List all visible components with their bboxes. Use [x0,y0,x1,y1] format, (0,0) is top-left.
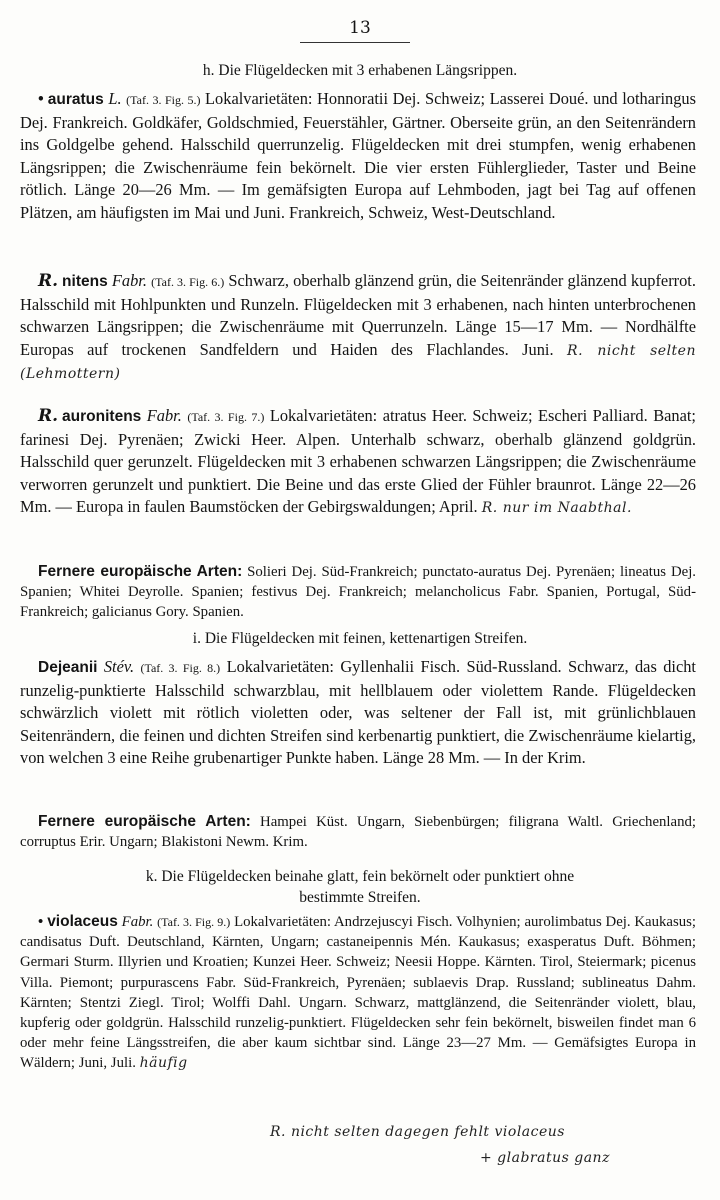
handwritten-mark: R. [38,406,59,426]
section-heading-h: h. Die Flügeldecken mit 3 erhabenen Längsrippen. [202,62,518,79]
handwritten-mark: R. [38,271,59,291]
plate-reference: (Taf. 3. Fig. 8.) [140,661,221,675]
entry-violaceus [20,912,696,1074]
handwritten-note-bottom-2: + glabratus ganz [480,1150,610,1166]
entry-text: Lokalvarietäten: Gyllenhalii Fisch. Süd-Russland. Schwarz, das dicht runzelig-punktierte Halsschild schwarzblau, mit hellblauem oder violettem Rande. Flügeldecken schwärzlich violett mit rötlich violetten oder, was seltener der Fall ist, mit grünlichblauen Seitenrändern, die feinen und dichten Streifen sind kerbenartig punktiert, die Zwischenräume kielartig, von welchen 3 eine Reihe grubenartiger Punkte haben. Länge 28 Mm. — In der Krim. [20,657,696,768]
species-author: Fabr. [111,271,147,290]
species-author: Fabr. [146,406,182,425]
species-author: Stév. [103,657,135,676]
handwritten-note-bottom: R. nicht selten dagegen fehlt violaceus [270,1124,565,1140]
entry-auratus [20,88,696,225]
further-species-h [20,562,696,623]
entry-text: Schwarz, oberhalb glänzend grün, die Seitenränder glänzend kupferrot. Halsschild mit Hohlpunkten und Runzeln. Flügeldecken mit 3 erhabenen, nach hinten unterbrochenen schwarzen Längsrippen; die Zwischenräume mit Querrunzeln. Länge 15—17 Mm. — Nordhälfte Europas auf trockenen Sandfeldern und Haiden des Flachlandes. Juni. [20,271,696,359]
handwritten-note: R. nur im Naabthal. [481,500,632,517]
page-number-rule [300,42,410,43]
further-species-label: Fernere europäische Arten: [38,813,251,830]
page-number: 13 [349,18,371,38]
entry-text: Lokalvarietäten: Honnoratii Dej. Schweiz; Lasserei Doué. und lotharingus Dej. Frankreich. Goldkäfer, Goldschmied, Feuerstähler, Gärtner. Oberseite grün, an den Seitenrändern ins Goldgelbe gehend. Halsschild querrunzelig. Flügeldecken mit drei stumpfen, wenig erhabenen Längsrippen; die Zwischenräume fein bekörnelt. Die vier ersten Fühlerglieder, Taster und Beine rötlich. Länge 20—26 Mm. — Im gemäfsigten Europa auf Lehmboden, jagt bei Tag auf offenen Plätzen, am häufigsten im Mai und Juni. Frankreich, Schweiz, West-Deutschland. [20,89,696,222]
entry-auronitens [20,405,696,520]
species-name: auratus [47,91,104,108]
species-name: violaceus [47,913,118,930]
plate-reference: (Taf. 3. Fig. 9.) [157,915,231,929]
handwritten-note: R. nicht selten (Lehmottern) [20,342,696,383]
plate-reference: (Taf. 3. Fig. 6.) [151,275,225,289]
plate-reference: (Taf. 3. Fig. 7.) [187,410,265,424]
bullet-mark: • [38,914,44,930]
entry-text: Lokalvarietäten: Andrzejuscyi Fisch. Volhynien; aurolimbatus Dej. Kaukasus; candisatus Duft. Deutschland, Kärnten, Ungarn; castaneipennis Mén. Kaukasus; exasperatus Duft. Böhmen; Germari Sturm. Illyrien und Kroatien; Kunzei Heer. Schweiz; Neesii Hoppe. Kärnten. Tirol, Steiermark; picenus Villa. Piemont; purpurascens Fabr. Süd-Frankreich, Pyrenäen; sublaevis Drap. Russland; sublineatus Dahm. Kärnten; Stentzi Ziegl. Tirol; Wolffi Dahl. Ungarn. Schwarz, mattglänzend, die Seitenränder violett, blau, kupferig oder goldgrün. Halsschild runzelig-punktiert. Flügeldecken sehr fein bekörnelt, bisweilen findet man 6 oder mehr feine Längsstreifen, die aber kaum sichtbar sind. Länge 23—27 Mm. — Gemäfsigtes Europa in Wäldern; Juni, Juli. [20,914,697,1072]
species-name: nitens [62,273,108,290]
handwritten-note: häufig [139,1055,188,1072]
entry-dejeanii [20,656,696,770]
entry-text: Lokalvarietäten: atratus Heer. Schweiz; Escheri Palliard. Banat; farinesi Dej. Pyrenäen; Zwicki Heer. Alpen. Unterhalb schwarz, oberhalb glänzend goldgrün. Halsschild quer gerunzelt. Flügeldecken mit 3 erhabenen schwarzen Längsrippen; die Zwischenräume verworren gerunzelt und punktiert. Die Beine und das erste Glied der Fühler braunrot. Länge 22—26 Mm. — Europa in faulen Baumstöcken der Gebirgswaldungen; April. [20,406,696,517]
section-heading-k: k. Die Flügeldecken beinahe glatt, fein bekörnelt oder punktiert ohne bestimmte Streifen. [145,868,575,906]
species-name: Dejeanii [38,659,98,676]
section-heading-i: i. Die Flügeldecken mit feinen, kettenartigen Streifen. [192,630,528,647]
further-species-text: Solieri Dej. Süd-Frankreich; punctato-auratus Dej. Pyrenäen; lineatus Dej. Spanien; Whitei Deyrolle. Spanien; festivus Dej. Frankreich; melancholicus Fabr. Spanien, Portugal, Süd-Frankreich; galicianus Gory. Spanien. [20,564,697,621]
entry-nitens [20,270,696,386]
further-species-i [20,812,696,852]
further-species-text: Hampei Küst. Ungarn, Siebenbürgen; filigrana Waltl. Griechenland; corruptus Erir. Ungarn; Blakistoni Newm. Krim. [20,814,697,851]
species-author: L. [108,89,122,108]
species-author: Fabr. [121,914,154,930]
plate-reference: (Taf. 3. Fig. 5.) [126,93,201,107]
further-species-label: Fernere europäische Arten: [38,563,243,580]
species-name: auronitens [62,408,142,425]
bullet-mark: • [38,89,44,108]
